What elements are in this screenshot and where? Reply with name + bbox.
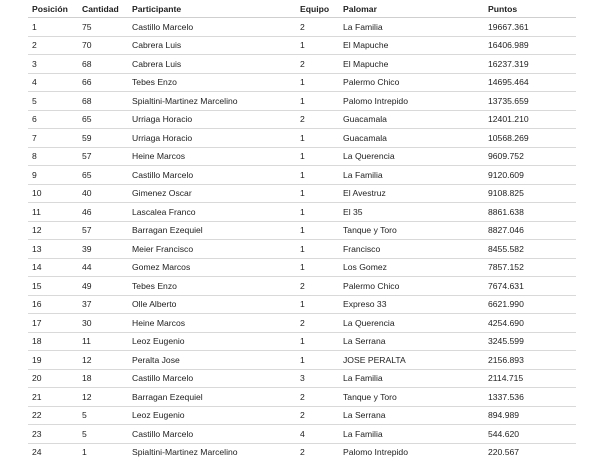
cell-team: 1 (296, 147, 339, 166)
table-row (28, 332, 576, 351)
cell-position: 24 (28, 443, 78, 461)
cell-points: 544.620 (484, 425, 576, 444)
table-row (28, 221, 576, 240)
cell-position: 18 (28, 332, 78, 351)
cell-participant: Castillo Marcelo (128, 425, 296, 444)
cell-quantity: 5 (78, 425, 128, 444)
cell-participant: Gomez Marcos (128, 258, 296, 277)
cell-loft: JOSE PERALTA (339, 351, 484, 370)
cell-participant: Leoz Eugenio (128, 406, 296, 425)
column-header-position: Posición (28, 0, 78, 18)
cell-participant: Heine Marcos (128, 147, 296, 166)
cell-participant: Meier Francisco (128, 240, 296, 259)
cell-team: 1 (296, 36, 339, 55)
cell-points: 8827.046 (484, 221, 576, 240)
cell-participant: Olle Alberto (128, 295, 296, 314)
table-row (28, 388, 576, 407)
cell-loft: Tanque y Toro (339, 221, 484, 240)
cell-position: 2 (28, 36, 78, 55)
table-row (28, 406, 576, 425)
table-row (28, 443, 576, 461)
cell-quantity: 57 (78, 147, 128, 166)
cell-position: 20 (28, 369, 78, 388)
table-row (28, 425, 576, 444)
table-row (28, 277, 576, 296)
cell-position: 23 (28, 425, 78, 444)
cell-position: 19 (28, 351, 78, 370)
cell-points: 10568.269 (484, 129, 576, 148)
cell-loft: Guacamala (339, 129, 484, 148)
table-row (28, 55, 576, 74)
cell-loft: Expreso 33 (339, 295, 484, 314)
cell-position: 21 (28, 388, 78, 407)
cell-points: 894.989 (484, 406, 576, 425)
table-row (28, 369, 576, 388)
table-row (28, 36, 576, 55)
cell-loft: La Familia (339, 18, 484, 37)
cell-points: 8861.638 (484, 203, 576, 222)
cell-team: 1 (296, 221, 339, 240)
cell-participant: Peralta Jose (128, 351, 296, 370)
cell-team: 2 (296, 18, 339, 37)
cell-participant: Cabrera Luis (128, 55, 296, 74)
cell-quantity: 57 (78, 221, 128, 240)
cell-points: 7857.152 (484, 258, 576, 277)
cell-participant: Spialtini-Martinez Marcelino (128, 92, 296, 111)
cell-points: 9120.609 (484, 166, 576, 185)
cell-participant: Castillo Marcelo (128, 166, 296, 185)
cell-team: 2 (296, 110, 339, 129)
cell-team: 1 (296, 203, 339, 222)
cell-participant: Tebes Enzo (128, 73, 296, 92)
cell-quantity: 11 (78, 332, 128, 351)
cell-points: 9609.752 (484, 147, 576, 166)
cell-points: 19667.361 (484, 18, 576, 37)
cell-participant: Urriaga Horacio (128, 129, 296, 148)
cell-quantity: 68 (78, 55, 128, 74)
cell-participant: Barragan Ezequiel (128, 221, 296, 240)
cell-points: 220.567 (484, 443, 576, 461)
cell-participant: Heine Marcos (128, 314, 296, 333)
table-row (28, 314, 576, 333)
cell-loft: La Familia (339, 425, 484, 444)
cell-participant: Castillo Marcelo (128, 18, 296, 37)
table-row (28, 351, 576, 370)
cell-position: 15 (28, 277, 78, 296)
cell-loft: El Avestruz (339, 184, 484, 203)
cell-team: 1 (296, 92, 339, 111)
cell-loft: Palermo Chico (339, 73, 484, 92)
table-row (28, 18, 576, 37)
cell-team: 2 (296, 388, 339, 407)
cell-points: 16237.319 (484, 55, 576, 74)
cell-loft: Tanque y Toro (339, 388, 484, 407)
cell-loft: Palomo Intrepido (339, 443, 484, 461)
cell-position: 8 (28, 147, 78, 166)
cell-loft: La Familia (339, 369, 484, 388)
cell-quantity: 12 (78, 388, 128, 407)
cell-quantity: 40 (78, 184, 128, 203)
cell-position: 12 (28, 221, 78, 240)
cell-team: 2 (296, 277, 339, 296)
cell-team: 1 (296, 73, 339, 92)
table-row (28, 129, 576, 148)
cell-position: 11 (28, 203, 78, 222)
cell-team: 3 (296, 369, 339, 388)
cell-quantity: 12 (78, 351, 128, 370)
table-row (28, 184, 576, 203)
cell-position: 16 (28, 295, 78, 314)
cell-position: 7 (28, 129, 78, 148)
cell-points: 2114.715 (484, 369, 576, 388)
cell-position: 17 (28, 314, 78, 333)
cell-position: 14 (28, 258, 78, 277)
cell-quantity: 65 (78, 166, 128, 185)
column-header-points: Puntos (484, 0, 576, 18)
table-row (28, 203, 576, 222)
cell-participant: Leoz Eugenio (128, 332, 296, 351)
cell-quantity: 59 (78, 129, 128, 148)
cell-loft: La Serrana (339, 332, 484, 351)
cell-position: 10 (28, 184, 78, 203)
cell-team: 2 (296, 55, 339, 74)
table-row (28, 92, 576, 111)
cell-points: 6621.990 (484, 295, 576, 314)
cell-team: 1 (296, 351, 339, 370)
cell-participant: Gimenez Oscar (128, 184, 296, 203)
cell-participant: Barragan Ezequiel (128, 388, 296, 407)
cell-team: 2 (296, 314, 339, 333)
cell-participant: Lascalea Franco (128, 203, 296, 222)
cell-points: 4254.690 (484, 314, 576, 333)
table-header (28, 0, 576, 18)
cell-position: 22 (28, 406, 78, 425)
cell-quantity: 75 (78, 18, 128, 37)
cell-team: 2 (296, 443, 339, 461)
cell-quantity: 66 (78, 73, 128, 92)
cell-loft: El Mapuche (339, 55, 484, 74)
cell-position: 1 (28, 18, 78, 37)
table-row (28, 295, 576, 314)
cell-quantity: 18 (78, 369, 128, 388)
table-row (28, 240, 576, 259)
cell-loft: Francisco (339, 240, 484, 259)
cell-position: 13 (28, 240, 78, 259)
cell-team: 1 (296, 332, 339, 351)
column-header-loft: Palomar (339, 0, 484, 18)
cell-points: 2156.893 (484, 351, 576, 370)
table-body (28, 18, 576, 461)
cell-participant: Castillo Marcelo (128, 369, 296, 388)
cell-quantity: 70 (78, 36, 128, 55)
column-header-team: Equipo (296, 0, 339, 18)
cell-loft: La Querencia (339, 147, 484, 166)
cell-quantity: 46 (78, 203, 128, 222)
results-table (28, 0, 576, 461)
cell-team: 1 (296, 295, 339, 314)
cell-quantity: 1 (78, 443, 128, 461)
cell-quantity: 65 (78, 110, 128, 129)
cell-quantity: 5 (78, 406, 128, 425)
cell-quantity: 44 (78, 258, 128, 277)
cell-loft: Guacamala (339, 110, 484, 129)
cell-loft: El 35 (339, 203, 484, 222)
column-header-quantity: Cantidad (78, 0, 128, 18)
table-row (28, 166, 576, 185)
cell-participant: Spialtini-Martinez Marcelino (128, 443, 296, 461)
header-row (28, 0, 576, 18)
cell-team: 1 (296, 258, 339, 277)
cell-points: 8455.582 (484, 240, 576, 259)
cell-position: 9 (28, 166, 78, 185)
cell-participant: Urriaga Horacio (128, 110, 296, 129)
cell-points: 9108.825 (484, 184, 576, 203)
cell-loft: La Querencia (339, 314, 484, 333)
table-row (28, 258, 576, 277)
cell-position: 6 (28, 110, 78, 129)
table-row (28, 110, 576, 129)
cell-loft: Palermo Chico (339, 277, 484, 296)
cell-points: 3245.599 (484, 332, 576, 351)
cell-points: 13735.659 (484, 92, 576, 111)
cell-loft: El Mapuche (339, 36, 484, 55)
table-row (28, 73, 576, 92)
cell-loft: Palomo Intrepido (339, 92, 484, 111)
cell-quantity: 68 (78, 92, 128, 111)
cell-participant: Tebes Enzo (128, 277, 296, 296)
cell-team: 2 (296, 406, 339, 425)
cell-position: 4 (28, 73, 78, 92)
cell-position: 5 (28, 92, 78, 111)
cell-points: 12401.210 (484, 110, 576, 129)
cell-team: 1 (296, 129, 339, 148)
cell-team: 4 (296, 425, 339, 444)
cell-team: 1 (296, 240, 339, 259)
cell-loft: Los Gomez (339, 258, 484, 277)
cell-team: 1 (296, 166, 339, 185)
cell-team: 1 (296, 184, 339, 203)
cell-quantity: 30 (78, 314, 128, 333)
cell-quantity: 49 (78, 277, 128, 296)
cell-quantity: 39 (78, 240, 128, 259)
table-row (28, 147, 576, 166)
column-header-participant: Participante (128, 0, 296, 18)
cell-points: 7674.631 (484, 277, 576, 296)
cell-points: 1337.536 (484, 388, 576, 407)
cell-loft: La Familia (339, 166, 484, 185)
cell-participant: Cabrera Luis (128, 36, 296, 55)
cell-loft: La Serrana (339, 406, 484, 425)
cell-points: 16406.989 (484, 36, 576, 55)
cell-quantity: 37 (78, 295, 128, 314)
cell-points: 14695.464 (484, 73, 576, 92)
cell-position: 3 (28, 55, 78, 74)
